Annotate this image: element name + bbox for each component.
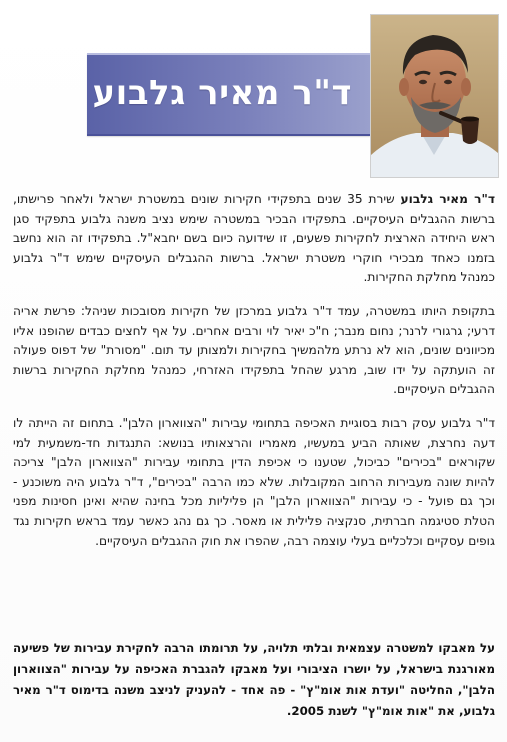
page-title: ד"ר מאיר גלבוע — [92, 73, 352, 113]
portrait-photo — [370, 14, 499, 178]
title-banner — [87, 53, 370, 136]
paragraph-white-collar: ד"ר גלבוע עסק רבות בסוגיית האכיפה בתחומי עבירות "הצווארון הלבן". בתחום זה הייתה לו דעה נחרצת, שאותה הביע במעשיו, מאמריו והרצאותיו בנושא: התנגדות חד-משמעית למי שקוראים "בכירים" כביכול, שטענו כי אכיפת הדין בתחומי עבירות "הצווארון הלבן" צריכה להיות שונה מעבירות הרחוב המקובלות. שלא כמו הרבה "בכירים", ד"ר גלבוע היה משוכנע - וכך גם פועל - כי עבירות "הצווארון הלבן" הן פליליות מכל בחינה שהיא ואינן חסינות מפני הטלת סטיגמה חברתית, סנקציה פלילית או מאסר. כך גם נהג כאשר עמד בראש חקירות נגד גופים עסקיים וכלכליים בעלי עוצמה רבה, שהפרו את חוק ההגבלים העיסקיים. — [13, 415, 495, 548]
paragraph-biography — [13, 190, 495, 288]
portrait-illustration — [371, 15, 498, 177]
award-summary: על מאבקו למשטרה עצמאית ובלתי תלויה, על תרומתו הרבה לחקירת עבירות של פשיעה מאורגנת בישראל, על יושרו הציבורי ועל מאבקו להגברת האכיפה על עבירות "הצווארון הלבן", החליטה "ועדת אות אומ"ץ" - פה אחד - להעניק לניצב משנה בדימוס ד"ר מאיר גלבוע, את "אות אומ"ץ" לשנת 2005. — [13, 641, 495, 718]
article-body — [13, 190, 495, 565]
paragraph-biography-text: שירת 35 שנים בתפקידי חקירות שונים במשטרת ישראל ולאחר פרישתו, ברשות ההגבלים העיסקיים. בתפקידו הבכיר במשטרה שימש נציב משנה גלבוע בתפקיד סגן ראש היחידה הארצית לחקירות פשעים, זו שידועה כיום בשם יחבא"ל. בתפקידו זה הוא נחשב בזמנו כאחד מבכירי חוקרי משטרת ישראל. ברשות ההגבלים העיסקיים שימש ד"ר גלבוע כמנהל מחלקת החקירות. — [13, 192, 495, 285]
paragraph-investigations: בתקופת היותו במשטרה, עמד ד"ר גלבוע במרכזן של חקירות מסובכות שניהל: פרשת אריה דרעי; גרגורי לרנר; נחום מנבר; ח"כ יאיר לוי ורבים אחרים. על אף לחצים כבדים שהופנו אליו מכיוונים שונים, הוא לא נרתע מלהמשיך בחקירות ולמצותן עד תום. "מסורת" של דפוס פעולה זה הועתקה על ידו שוב, מרגע שהחל בתפקידו האזרחי, כמנהל מחלקת החקירות ברשות ההגבלים העיסקיים. — [13, 303, 495, 397]
subject-name: ד"ר מאיר גלבוע — [400, 192, 495, 206]
